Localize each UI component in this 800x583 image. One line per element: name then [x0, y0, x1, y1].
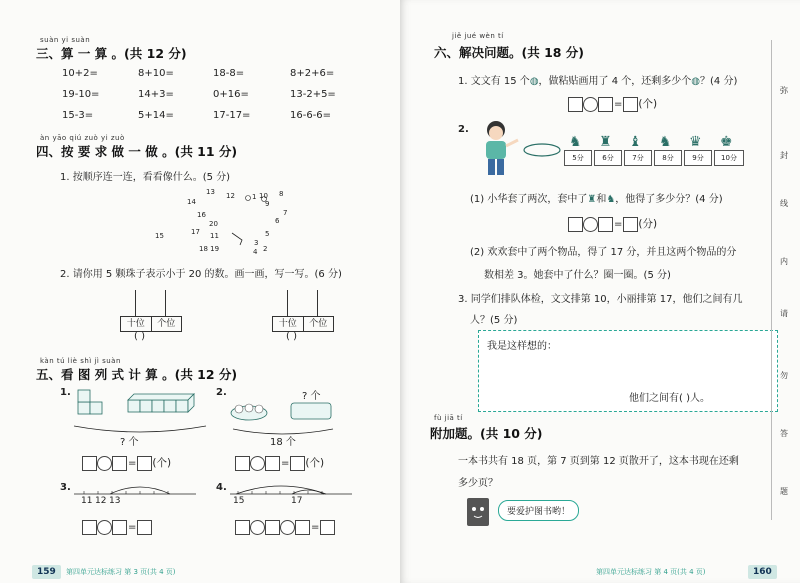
s6-q2a: [470, 190, 723, 205]
ones-rod: [165, 290, 166, 316]
dot-label: 8: [279, 190, 284, 198]
answer-box[interactable]: [235, 456, 250, 471]
s6-q2a-text-b: ，他得了多少分？(4 分): [615, 194, 723, 205]
tens-rod: [287, 290, 288, 316]
s3-pinyin: suàn yi suàn: [40, 36, 91, 44]
s5-q2-number: 2.: [216, 387, 227, 398]
s5-q2-total: 18 个: [270, 437, 296, 448]
prize-row: [564, 128, 744, 178]
equation-row: =: [82, 520, 152, 535]
dot-label: 12: [226, 192, 235, 200]
unit-label: (个): [638, 98, 658, 110]
s4-pinyin: àn yāo qiú zuò yi zuò: [40, 134, 125, 142]
ring-icon: [520, 140, 570, 160]
calc-cell: 18-8=: [213, 68, 245, 79]
dot-label: 6: [275, 217, 280, 225]
dot-label: 5: [265, 230, 270, 238]
dot-label: 20: [209, 220, 218, 228]
bonus-line2: 多少页？: [458, 478, 498, 489]
tick-label: 17: [291, 496, 303, 506]
sidebar-char: 封: [780, 151, 788, 160]
box-answer: 他们之间有( )人。: [629, 393, 710, 404]
equation-row: = (个): [235, 455, 324, 471]
calc-cell: 5+14=: [138, 110, 174, 121]
calc-cell: 8+2+6=: [290, 68, 335, 79]
box-prompt: 我是这样想的：: [487, 341, 557, 352]
right-page: [400, 0, 800, 583]
s6-title: 六、解决问题。(共 18 分): [434, 45, 585, 60]
answer-box-area[interactable]: [478, 330, 778, 412]
ones-label: 个位: [157, 319, 176, 329]
page-number: 159: [32, 565, 61, 579]
page-number: 160: [748, 565, 777, 579]
s5-q1-total: ? 个: [120, 437, 139, 448]
abacus-2: [272, 290, 332, 330]
eggs-picture: [225, 395, 345, 435]
s6-q2a-and: 和: [596, 194, 607, 205]
sidebar-char: 题: [780, 487, 788, 496]
answer-box[interactable]: [623, 97, 638, 112]
shell-icon: ◍: [529, 76, 539, 87]
toy-icon: ♜: [587, 194, 597, 205]
calc-cell: 16-6-6=: [290, 110, 332, 121]
dot-label: 16: [197, 211, 206, 219]
s6-pinyin: jiě jué wèn tí: [452, 32, 504, 40]
answer-box[interactable]: [82, 456, 97, 471]
answer-box[interactable]: [320, 520, 335, 535]
bear-icon: ♛: [689, 134, 702, 150]
prize-block: 9分: [684, 150, 712, 166]
cubes-picture: [70, 388, 210, 438]
tick-label: 15: [233, 496, 245, 506]
s5-pinyin: kàn tú liè shì jì suàn: [40, 357, 121, 365]
s6-q2b-line1: (2) 欢欢套中了两个物品，得了 17 分，并且这两个物品的分: [470, 247, 737, 258]
book-mascot-icon: [464, 495, 494, 531]
equation-row: =: [235, 520, 335, 535]
dot-label: 14: [187, 198, 196, 206]
calc-cell: 13-2+5=: [290, 89, 336, 100]
equation-row: = (个): [82, 455, 171, 471]
sidebar-char: 勿: [780, 371, 788, 380]
answer-box[interactable]: [137, 520, 152, 535]
s6-q3-line1: 3. 同学们排队体检，文文排第 10，小丽排第 17，他们之间有几: [458, 294, 743, 305]
operator-circle[interactable]: [583, 97, 598, 112]
sidebar-char: 内: [780, 257, 788, 266]
answer-box[interactable]: [112, 456, 127, 471]
dot-label: 1: [252, 193, 257, 201]
shell-icon: ◍: [691, 76, 701, 87]
dot-label: 13: [206, 188, 215, 196]
operator-circle[interactable]: [250, 520, 265, 535]
calc-cell: 0+16=: [213, 89, 249, 100]
s3-title: 三、算 一 算 。(共 12 分): [36, 46, 187, 61]
eye-sketch: [262, 197, 267, 202]
sidebar-char: 弥: [780, 86, 788, 95]
footer: 第四单元达标练习 第 4 页(共 4 页): [596, 568, 706, 576]
s5-q1-number: 1.: [60, 387, 71, 398]
operator-circle[interactable]: [583, 217, 598, 232]
dinosaur-icon: ♚: [720, 134, 733, 150]
s5-q2-top: ? 个: [302, 391, 321, 402]
answer-box[interactable]: [623, 217, 638, 232]
answer-box[interactable]: [112, 520, 127, 535]
operator-circle[interactable]: [97, 456, 112, 471]
s5-q3-number: 3.: [60, 482, 71, 493]
eye-sketch: [246, 196, 251, 201]
s6-q1-text-b: ，做粘贴画用了 4 个，还剩多少个: [538, 76, 692, 87]
answer-box[interactable]: [598, 97, 613, 112]
toy-icon: ♞: [569, 134, 582, 150]
dot-label: 3: [254, 239, 259, 247]
s5-q4-number: 4.: [216, 482, 227, 493]
s6-q1-text-c: ？(4 分): [700, 76, 738, 87]
sidebar-char: 答: [780, 429, 788, 438]
s4-title: 四、按 要 求 做 一 做 。(共 11 分): [36, 144, 238, 159]
speech-bubble: 要爱护图书哟！: [498, 500, 579, 521]
answer-box[interactable]: [265, 456, 280, 471]
operator-circle[interactable]: [250, 456, 265, 471]
child-ring-toss-illustration: [470, 118, 520, 180]
tens-rod: [135, 290, 136, 316]
tick-label: 13: [109, 496, 121, 506]
s6-q2-number: 2.: [458, 124, 469, 135]
abacus-answer[interactable]: ( ): [134, 331, 145, 342]
equation-row: = (分): [568, 216, 657, 232]
tens-label: 十位: [273, 317, 304, 331]
s6-q2a-text: (1) 小华套了两次，套中了: [470, 194, 588, 205]
calc-cell: 10+2=: [62, 68, 98, 79]
s6-q3-line2: 人？(5 分): [470, 315, 518, 326]
answer-box[interactable]: [265, 520, 280, 535]
answer-box[interactable]: [295, 520, 310, 535]
calc-cell: 14+3=: [138, 89, 174, 100]
toy-icon: ♜: [599, 134, 612, 150]
ones-label: 个位: [309, 319, 328, 329]
dots-sketch: [180, 185, 295, 255]
equation-row: = (个): [568, 96, 657, 112]
dot-label: 2: [263, 245, 268, 253]
abacus-1: [120, 290, 180, 330]
answer-box[interactable]: [137, 456, 152, 471]
prize-block: 6分: [594, 150, 622, 166]
footer: 第四单元达标练习 第 3 页(共 4 页): [66, 568, 176, 576]
abacus-base: [120, 316, 182, 332]
ones-rod: [317, 290, 318, 316]
prize-block: 5分: [564, 150, 592, 166]
s4-q1: 1. 按顺序连一连，看看像什么。(5 分): [60, 172, 231, 183]
bonus-line1: 一本书共有 18 页，第 7 页到第 12 页散开了，这本书现在还剩: [458, 456, 739, 467]
s6-q2b-line2: 数相差 3。她套中了什么？圈一圈。(5 分): [484, 270, 671, 281]
dot-label: 7: [283, 209, 288, 217]
sidebar-char: 线: [780, 199, 788, 208]
answer-box[interactable]: [598, 217, 613, 232]
tick-label: 12: [95, 496, 107, 506]
calc-cell: 8+10=: [138, 68, 174, 79]
answer-box[interactable]: [568, 97, 583, 112]
sidebar-char: 请: [780, 309, 788, 318]
s6-q1: [458, 72, 737, 87]
unit-label: (个): [305, 457, 325, 469]
operator-circle[interactable]: [97, 520, 112, 535]
s4-q2: 2. 请你用 5 颗珠子表示小于 20 的数。画一画，写一写。(6 分): [60, 269, 342, 280]
abacus-answer[interactable]: ( ): [286, 331, 297, 342]
toy-icon: ♞: [659, 134, 672, 150]
abacus-base: [272, 316, 334, 332]
answer-box[interactable]: [568, 217, 583, 232]
dot-label: 11: [210, 232, 219, 240]
s5-title: 五、看 图 列 式 计 算 。(共 12 分): [36, 367, 238, 382]
tens-label: 十位: [121, 317, 152, 331]
dot-label: 18 19: [199, 245, 220, 253]
dot-label: 10: [259, 192, 268, 200]
tick-label: 11: [81, 496, 93, 506]
calc-cell: 19-10=: [62, 89, 100, 100]
s6-q1-text: 1. 文文有 15 个: [458, 76, 530, 87]
answer-box[interactable]: [82, 520, 97, 535]
duck-icon: ♝: [629, 134, 642, 150]
dot-label: 17: [191, 228, 200, 236]
dot-line: [232, 233, 242, 245]
unit-label: (个): [152, 457, 172, 469]
operator-circle[interactable]: [280, 520, 295, 535]
prize-block: 7分: [624, 150, 652, 166]
prize-block: 10分: [714, 150, 744, 166]
dot-label: 4: [253, 248, 258, 256]
calc-cell: 15-3=: [62, 110, 94, 121]
bonus-pinyin: fù jiā tí: [434, 414, 463, 422]
unit-label: (分): [638, 218, 658, 230]
seal-line-sidebar: [771, 40, 800, 520]
answer-box[interactable]: [235, 520, 250, 535]
dot-label: 15: [155, 232, 164, 240]
answer-box[interactable]: [290, 456, 305, 471]
toy-icon: ♞: [606, 194, 616, 205]
prize-block: 8分: [654, 150, 682, 166]
bonus-title: 附加题。(共 10 分): [430, 426, 543, 441]
calc-cell: 17-17=: [213, 110, 251, 121]
dot-label: 9: [265, 200, 270, 208]
